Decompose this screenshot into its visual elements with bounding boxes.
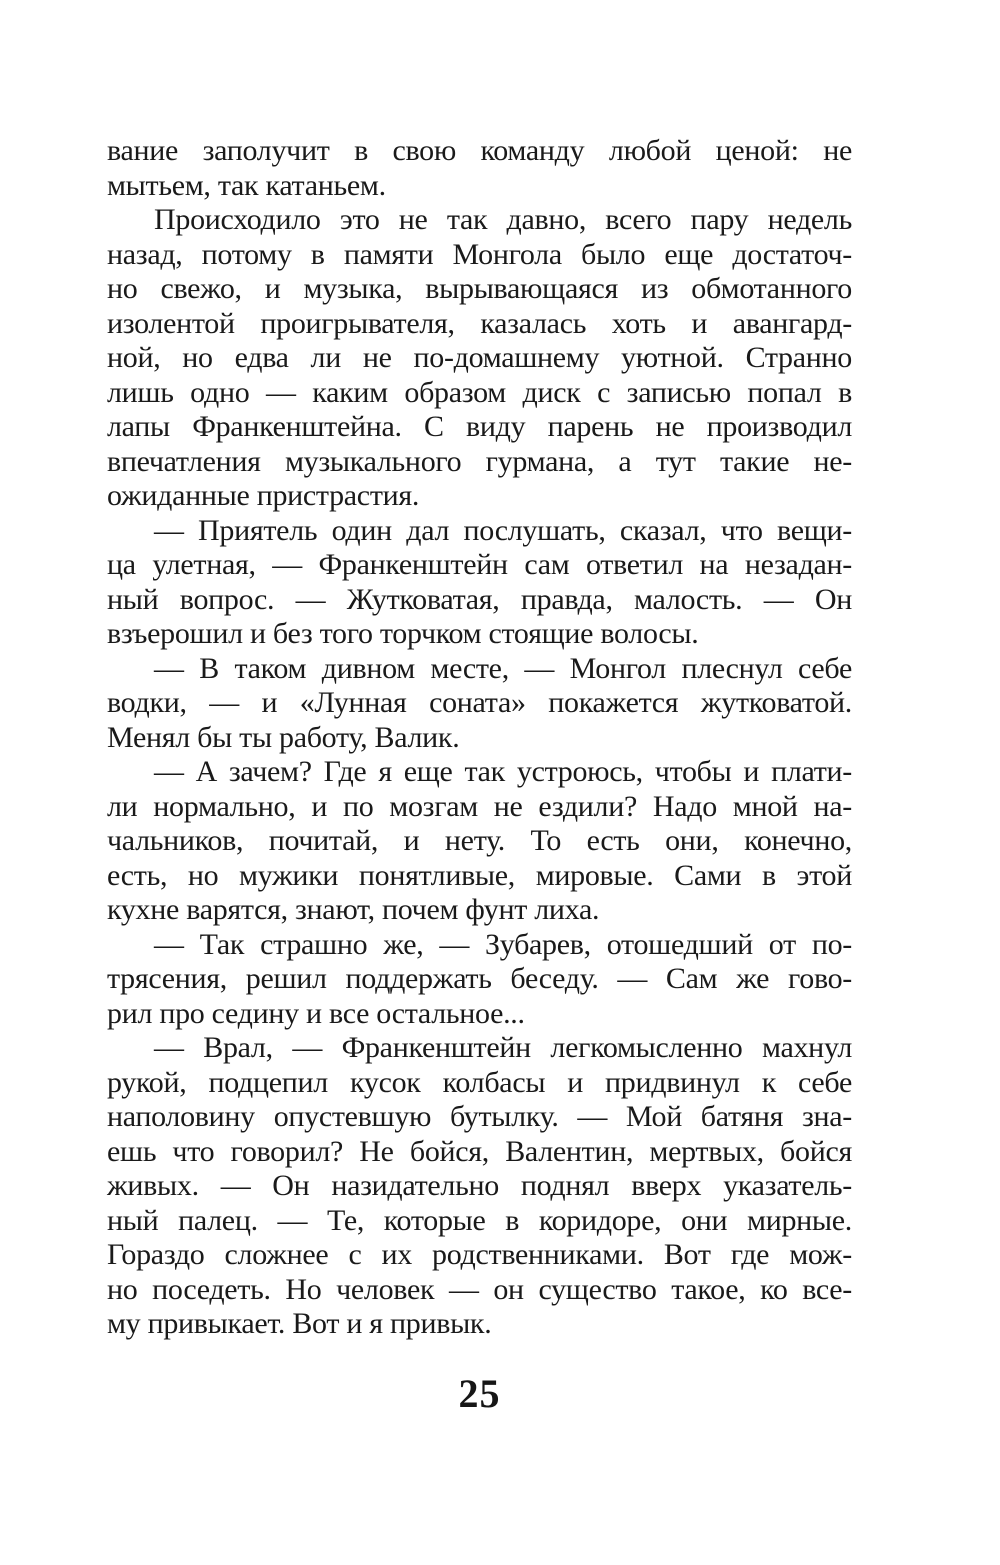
text-line: но свежо, и музыка, вырывающаяся из обмотанного xyxy=(107,272,852,305)
text-line: чальников, почитай, и нету. То есть они, конечно, xyxy=(107,824,852,857)
text-line: изолентой проигрывателя, казалась хоть и авангард- xyxy=(107,306,852,340)
text-line: есть, но мужики понятливые, мировые. Сами в этой xyxy=(107,858,852,892)
text-line: живых. — Он назидательно поднял вверх указатель- xyxy=(107,1169,852,1202)
text-line: — Так страшно же, — Зубарев, отошедший от по- xyxy=(154,927,852,961)
text-line: ный вопрос. — Жутковатая, правда, малость. — Он xyxy=(107,582,852,616)
paragraph xyxy=(107,755,852,928)
text-line: Менял бы ты работу, Валик. xyxy=(107,720,460,754)
text-line: вание заполучит в свою команду любой ценой: не xyxy=(107,134,852,167)
text-line: му привыкает. Вот и я привык. xyxy=(107,1307,492,1340)
text-line: трясения, решил поддержать беседу. — Сам же гово- xyxy=(107,962,852,995)
text-line: назад, потому в памяти Монгола было еще достаточ- xyxy=(107,237,852,271)
text-line: кухне варятся, знают, почем фунт лиха. xyxy=(107,893,600,926)
text-line: Происходило это не так давно, всего пару недель xyxy=(154,203,852,236)
text-line: ца улетная, — Франкенштейн сам ответил на незадан- xyxy=(107,548,852,581)
paragraph xyxy=(107,514,852,652)
text-line: ли нормально, и по мозгам не ездили? Надо мной на- xyxy=(107,789,852,823)
text-line: ный палец. — Те, которые в коридоре, они мирные. xyxy=(107,1203,852,1237)
text-line: впечатления музыкального гурмана, а тут такие не- xyxy=(107,444,852,478)
text-line: рил про седину и все остальное... xyxy=(107,996,525,1030)
text-line: но поседеть. Но человек — он существо такое, ко все- xyxy=(107,1272,852,1306)
text-line: лишь одно — каким образом диск с записью попал в xyxy=(107,375,852,409)
text-line: мытьем, так катаньем. xyxy=(107,168,386,202)
paragraph xyxy=(107,928,852,1032)
text-line: наполовину опустевшую бутылку. — Мой батяня зна- xyxy=(107,1100,852,1133)
paragraph xyxy=(107,134,852,203)
text-line: водки, — и «Лунная соната» покажется жутковатой. xyxy=(107,686,852,719)
text-line: ной, но едва ли не по-домашнему уютной. Странно xyxy=(107,341,852,374)
text-line: лапы Франкенштейна. С виду парень не производил xyxy=(107,410,852,443)
text-line: — В таком дивном месте, — Монгол плеснул себе xyxy=(154,651,852,685)
text-line: взъерошил и без того торчком стоящие волосы. xyxy=(107,617,699,650)
text-line: — Приятель один дал послушать, сказал, что вещи- xyxy=(154,513,852,547)
text-line: ешь что говорил? Не бойся, Валентин, мертвых, бойся xyxy=(107,1134,852,1168)
paragraph xyxy=(107,1031,852,1342)
text-line: — Врал, — Франкенштейн легкомысленно махнул xyxy=(154,1031,852,1064)
paragraph xyxy=(107,652,852,756)
page-number: 25 xyxy=(458,1371,501,1416)
paragraph xyxy=(107,203,852,514)
text-block xyxy=(107,134,852,1342)
text-line: — А зачем? Где я еще так устроюсь, чтобы и плати- xyxy=(154,755,852,788)
text-line: Гораздо сложнее с их родственниками. Вот где мож- xyxy=(107,1238,852,1271)
text-line: ожиданные пристрастия. xyxy=(107,479,420,512)
text-line: рукой, подцепил кусок колбасы и придвинул к себе xyxy=(107,1065,852,1099)
